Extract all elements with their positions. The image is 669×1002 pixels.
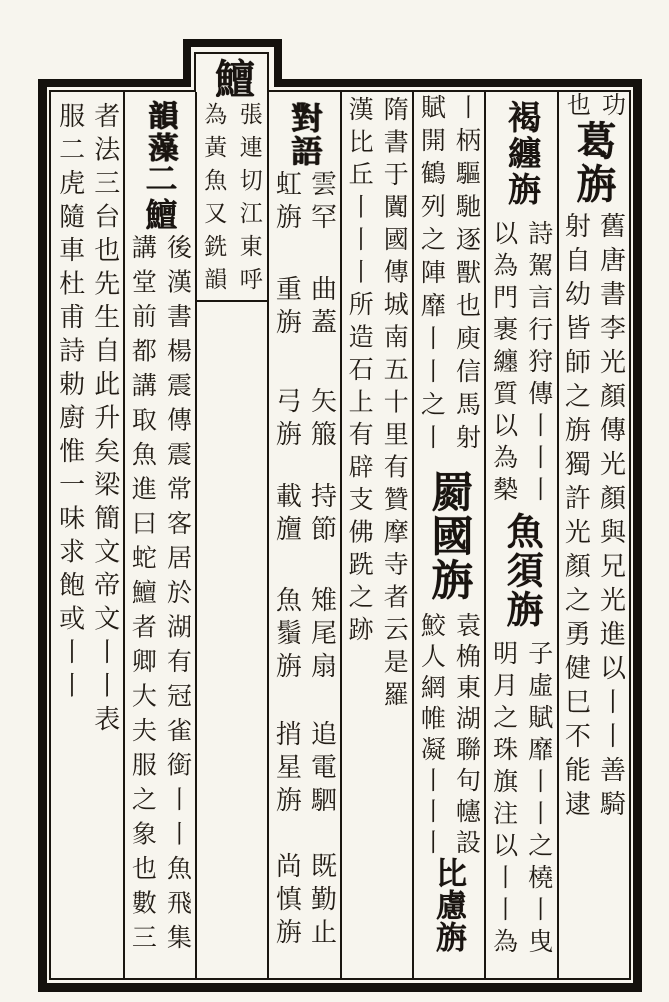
headword-text: 對語 [286,102,322,168]
entry-headword [557,120,629,206]
annotation-line-right: 舊唐書李光顏傳光顏與兄光進以丨丨善騎 [596,212,626,824]
headword-text: 二鱣 [141,162,178,234]
double-line-annotation [269,852,339,951]
annotation-line-right: 袁桷東湖聯句幰設 [452,612,480,860]
text-column-col-2 [485,92,557,978]
annotation-line-left: 以為門裹纏質以為槷 [489,220,517,508]
annotation-line-right: 雲罕 [307,170,337,236]
text-column-col-4 [340,92,412,978]
page-frame-bottom [38,983,642,992]
double-line-annotation [269,170,339,236]
tab-headword-char: 鱣 [209,58,255,100]
tab-fanqie-line-right: 張連切江東呼 [236,102,262,300]
annotation-line-left: 載旜 [272,482,302,548]
double-line-annotation [413,94,483,457]
annotation-line-left: 弓旃 [272,387,302,453]
double-line-annotation [52,102,122,739]
headword-text: 魚須旃 [500,512,542,629]
annotation-line-right: 詩駕言行狩傳丨丨丨 [524,220,552,508]
annotation-line-left: 也 [562,92,589,125]
double-line-annotation [124,234,194,959]
thumb-tab-border-right [274,39,282,87]
annotation-line-left: 服二虎隨車杜甫詩勅廚惟一味求飽或丨丨 [55,102,85,705]
thumb-tab-border-top [183,39,282,47]
annotation-line-left: 尚慎旃 [272,852,302,951]
double-line-annotation [558,212,628,824]
double-line-annotation [269,482,339,548]
page-frame-top-right-segment [278,79,642,87]
double-line-annotation [486,220,556,508]
annotation-line-left: 講堂前都講取魚進曰蛇鱣者卿大夫服之象也數三 [128,234,156,959]
annotation-line-left: 重旃 [272,275,302,341]
annotation-line-right: 曲蓋 [307,275,337,341]
annotation-line-right: 功 [597,92,624,125]
annotation-line-right: 矢箙 [307,387,337,453]
annotation-line-right: 雉尾扇 [307,586,337,685]
section-header [123,100,195,164]
annotation-line-right: 丨柄驅馳逐獸也庾信馬射 [452,94,480,457]
text-column-col-3 [412,92,484,978]
double-line-annotation [269,720,339,819]
entry-headword [485,512,557,629]
thumb-tab-inner-top [194,52,269,54]
annotation-line-right: 者法三台也先生自此升矣梁簡文帝文丨丨表 [90,102,120,739]
text-column-col-6 [196,92,268,978]
double-line-annotation [269,586,339,685]
text-column-col-7 [123,92,195,978]
annotation-line-right: 追電駟 [307,720,337,819]
headword-text: 褐纏旃 [503,100,540,208]
annotation-line-right: 子虛賦靡丨丨之橈丨曳 [524,640,552,960]
entry-headword [485,100,557,208]
annotation-line-right: 持節 [307,482,337,548]
entry-headword [412,857,484,953]
text-column-col-1 [557,92,629,978]
text-column-col-5 [268,92,340,978]
annotation-line-left: 漢比丘丨丨丨所造石上有辟支佛跣之跡 [345,96,373,649]
annotation-line-left: 虹旃 [272,170,302,236]
inner-frame-bottom [49,978,631,980]
page-frame-top-left-segment [38,79,186,87]
annotation-line-left: 魚鬚旃 [272,586,302,685]
inner-frame-right [629,90,631,980]
annotation-line-right: 既勤止 [307,852,337,951]
double-line-annotation [269,275,339,341]
annotation-line-right: 隋書于闐國傳城南五十里有贊摩寺者云是羅 [380,96,408,714]
double-line-annotation [413,612,483,860]
headword-text: 韻藻 [143,100,177,164]
headword-text: 葛旃 [570,120,616,206]
section-header [268,102,340,168]
entry-headword [412,470,484,602]
tab-fanqie-line-left: 為黃魚又銑韻 [201,102,227,300]
entry-headword [123,162,195,234]
page-frame-left [38,79,47,992]
text-column-col-8 [51,92,123,978]
annotation-line-left: 賦開鶴列之陣靡丨丨之丨 [417,94,445,457]
double-line-annotation [269,387,339,453]
annotation-line-left: 捎星旃 [272,720,302,819]
double-line-annotation [486,640,556,960]
page-frame-right [633,79,642,992]
annotation-line-left: 射自幼皆師之旃獨許光顏之勇健巳不能逮 [561,212,591,824]
annotation-line-left: 明月之珠旗注以丨丨為 [489,640,517,960]
annotation-line-right: 後漢書楊震傳震常客居於湖有冠雀銜丨丨魚飛集 [163,234,191,959]
headword-text: 比慮旃 [430,857,466,953]
annotation-line-left: 鮫人網帷凝丨丨丨 [417,612,445,860]
headword-text: 罽國旃 [425,470,472,602]
thumb-tab-inner-right [267,52,269,92]
thumb-tab-border-left [183,39,191,87]
double-line-annotation [341,96,411,714]
